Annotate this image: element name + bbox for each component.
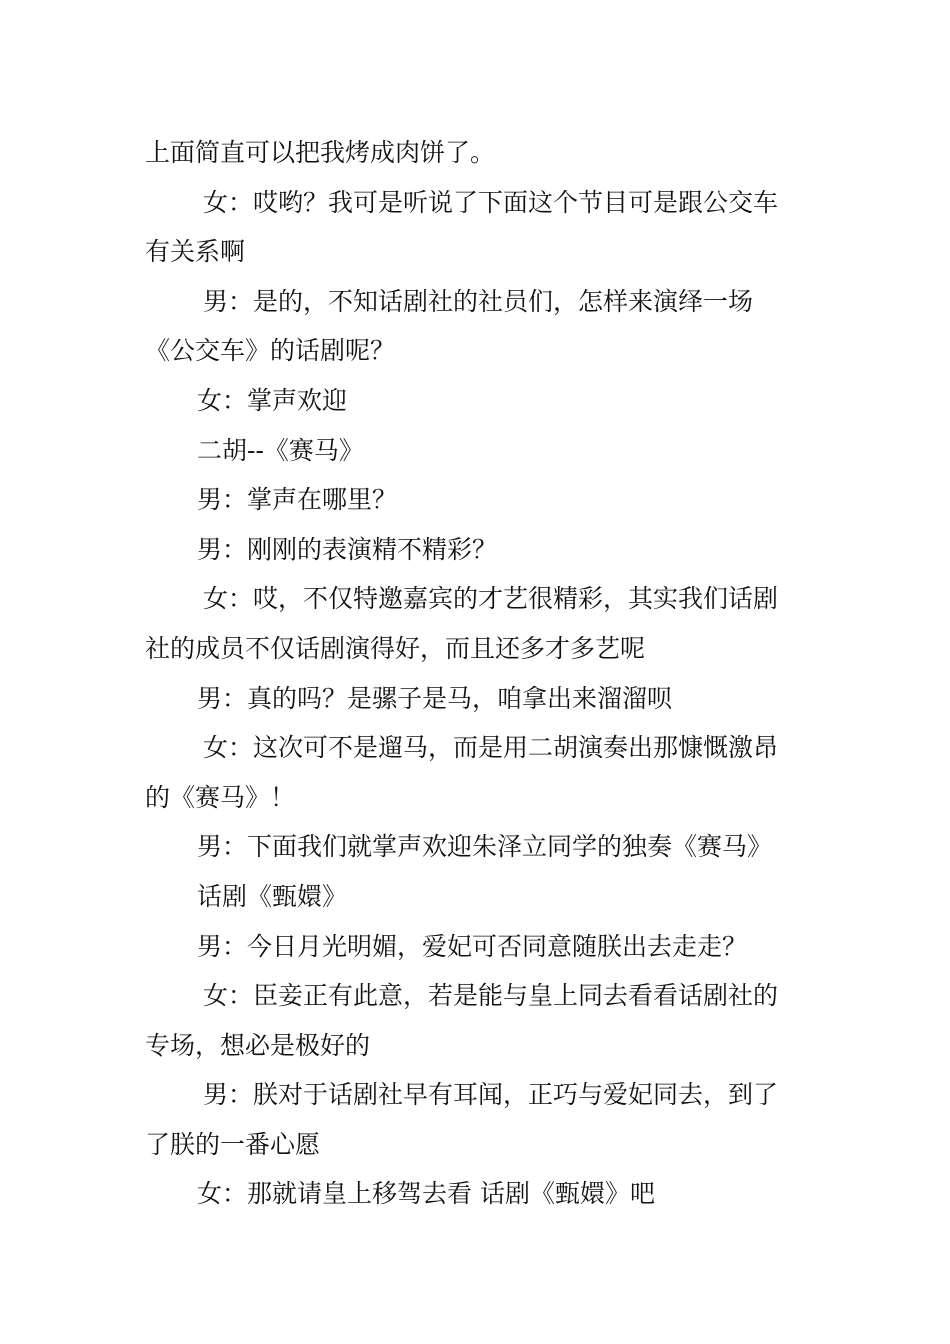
- text-line: 专场，想必是极好的: [145, 1030, 371, 1060]
- text-line: 男：是的，不知话剧社的社员们，怎样来演绎一场: [203, 286, 754, 316]
- text-line: 有关系啊: [145, 237, 246, 267]
- text-line: 了朕的一番心愿: [145, 1129, 321, 1159]
- text-line: 上面简直可以把我烤成肉饼了。: [145, 138, 496, 167]
- script-text: [145, 128, 810, 1219]
- text-line: 女：掌声欢迎: [197, 385, 348, 415]
- text-line: 女：这次可不是遛马，而是用二胡演奏出那慷慨激昂: [203, 733, 779, 763]
- text-line: 女：臣妾正有此意，若是能与皇上同去看看话剧社的: [203, 981, 779, 1011]
- text-line: 男：刚刚的表演精不精彩？: [197, 534, 498, 564]
- text-line: 男：今日月光明媚，爱妃可否同意随朕出去走走？: [197, 931, 748, 961]
- text-line: 男：掌声在哪里？: [197, 485, 398, 515]
- text-line: 男：下面我们就掌声欢迎朱泽立同学的独奏《赛马》: [197, 832, 773, 862]
- text-line: 男：朕对于话剧社早有耳闻，正巧与爱妃同去，到了: [203, 1080, 779, 1110]
- text-line: 社的成员不仅话剧演得好，而且还多才多艺呢: [145, 633, 646, 663]
- text-line: 女：哎，不仅特邀嘉宾的才艺很精彩，其实我们话剧: [203, 584, 779, 614]
- text-line: 《公交车》的话剧呢？: [145, 336, 396, 366]
- section-heading: 二胡--《赛马》: [197, 435, 364, 465]
- text-line: 女：哎哟？我可是听说了下面这个节目可是跟公交车: [203, 187, 779, 217]
- text-line: 男：真的吗？是骡子是马，咱拿出来溜溜呗: [197, 683, 673, 713]
- section-heading: 话剧《甄嬛》: [197, 881, 348, 911]
- text-line: 的《赛马》！: [145, 782, 296, 812]
- text-line: 女：那就请皇上移驾去看 话剧《甄嬛》吧: [197, 1179, 655, 1209]
